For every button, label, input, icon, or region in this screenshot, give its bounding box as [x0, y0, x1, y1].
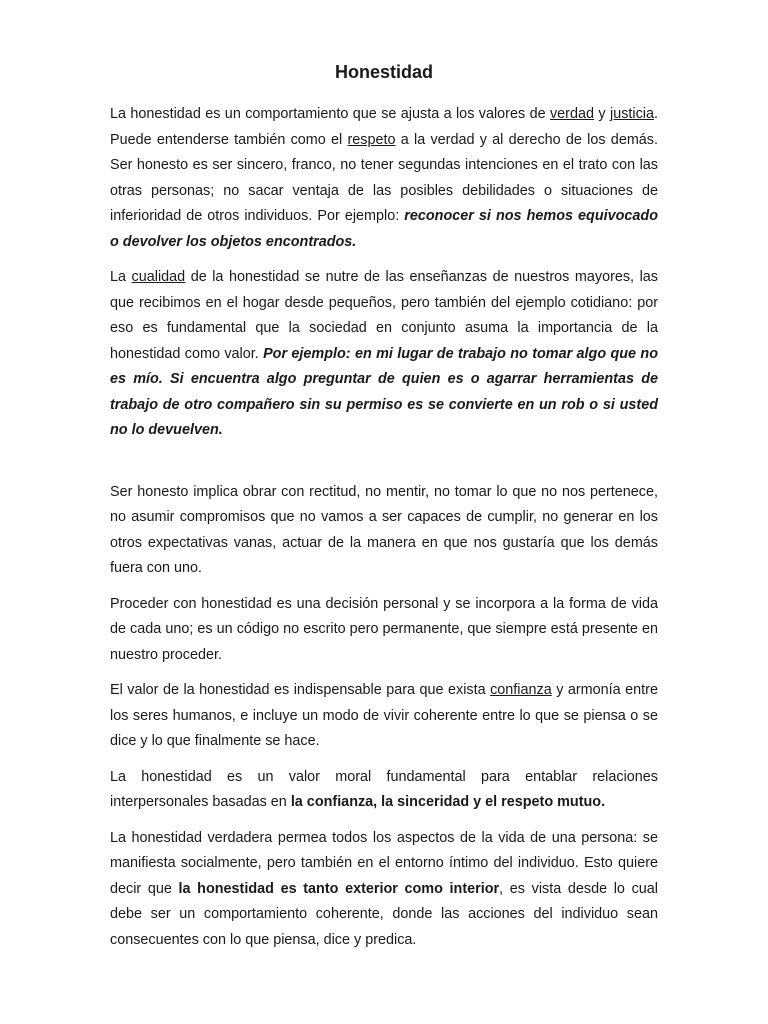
link-justicia[interactable]: justicia [610, 106, 654, 122]
paragraph-proceder: Proceder con honestidad es una decisión personal y se incorpora a la forma de vida de cada uno; es un código no escrito pero permanente, que siempre está presente en nuestro proceder. [110, 595, 658, 663]
emphasis-bold: la honestidad es tanto exterior como interior [178, 880, 500, 897]
emphasis-example: Por ejemplo: en mi lugar de trabajo no tomar algo que no es mío. Si encuentra algo preguntar de quien es o agarrar herramientas de trabajo de otro compañero sin su permiso es se convierte en un rob o si usted no lo devuelven. [110, 345, 658, 438]
text: y armonía entre los seres humanos, e incluye un modo de vivir coherente entre lo que se piensa o se dice y lo que finalmente se hace. [110, 682, 658, 749]
emphasis-bold: la confianza, la sinceridad y el respeto mutuo. [290, 794, 606, 810]
paragraph-valor [110, 678, 658, 755]
text: , es vista desde lo cual debe ser un comportamiento coherente, donde las acciones del individuo sean consecuentes con lo que piensa, dice y predica. [110, 880, 658, 948]
link-respeto[interactable]: respeto [347, 131, 396, 148]
text: de la honestidad se nutre de las enseñanzas de nuestros mayores, las que recibimos en el hogar desde pequeños, pero también del ejemplo cotidiano: por eso es fundamental que la sociedad en conjunto asuma la importancia de la honestidad como valor. [110, 269, 658, 362]
link-confianza[interactable]: confianza [490, 682, 552, 698]
emphasis-example: reconocer si nos hemos equivocado o devolver los objetos encontrados. [110, 208, 658, 250]
paragraph-definition [110, 102, 658, 255]
text: La honestidad verdadera permea todos los aspectos de la vida de una persona: se manifiesta socialmente, pero también en el entorno íntimo del individuo. Esto quiere decir que [110, 829, 658, 897]
text: y [594, 106, 610, 122]
text: . Puede entenderse también como el [110, 106, 658, 148]
link-verdad[interactable]: verdad [549, 106, 594, 122]
text: La [110, 269, 132, 285]
paragraph-cualidad [110, 265, 658, 444]
text: El valor de la honestidad es indispensable para que exista [110, 682, 491, 698]
link-cualidad[interactable]: cualidad [131, 269, 186, 285]
text: La honestidad es un comportamiento que se ajusta a los valores de [110, 106, 550, 122]
text: La honestidad es un valor moral fundamental para entablar relaciones interpersonales basadas en [110, 768, 658, 810]
text: a la verdad y al derecho de los demás. Ser honesto es ser sincero, franco, no tener segundas intenciones en el trato con las otras personas; no sacar ventaja de las posibles debilidades o situaciones de inferioridad de otros individuos. Por ejemplo: [110, 131, 659, 224]
document-title: Honestidad [334, 62, 433, 82]
paragraph-ser-honesto: Ser honesto implica obrar con rectitud, no mentir, no tomar lo que no nos pertenece, no asumir compromisos que no vamos a ser capaces de cumplir, no generar en los otros expectativas vanas, actuar de la manera en que nos gustaría que los demás fuera con uno. [110, 483, 658, 576]
paragraph-valor-moral [110, 765, 658, 816]
paragraph-honestidad-verdadera [110, 826, 658, 954]
